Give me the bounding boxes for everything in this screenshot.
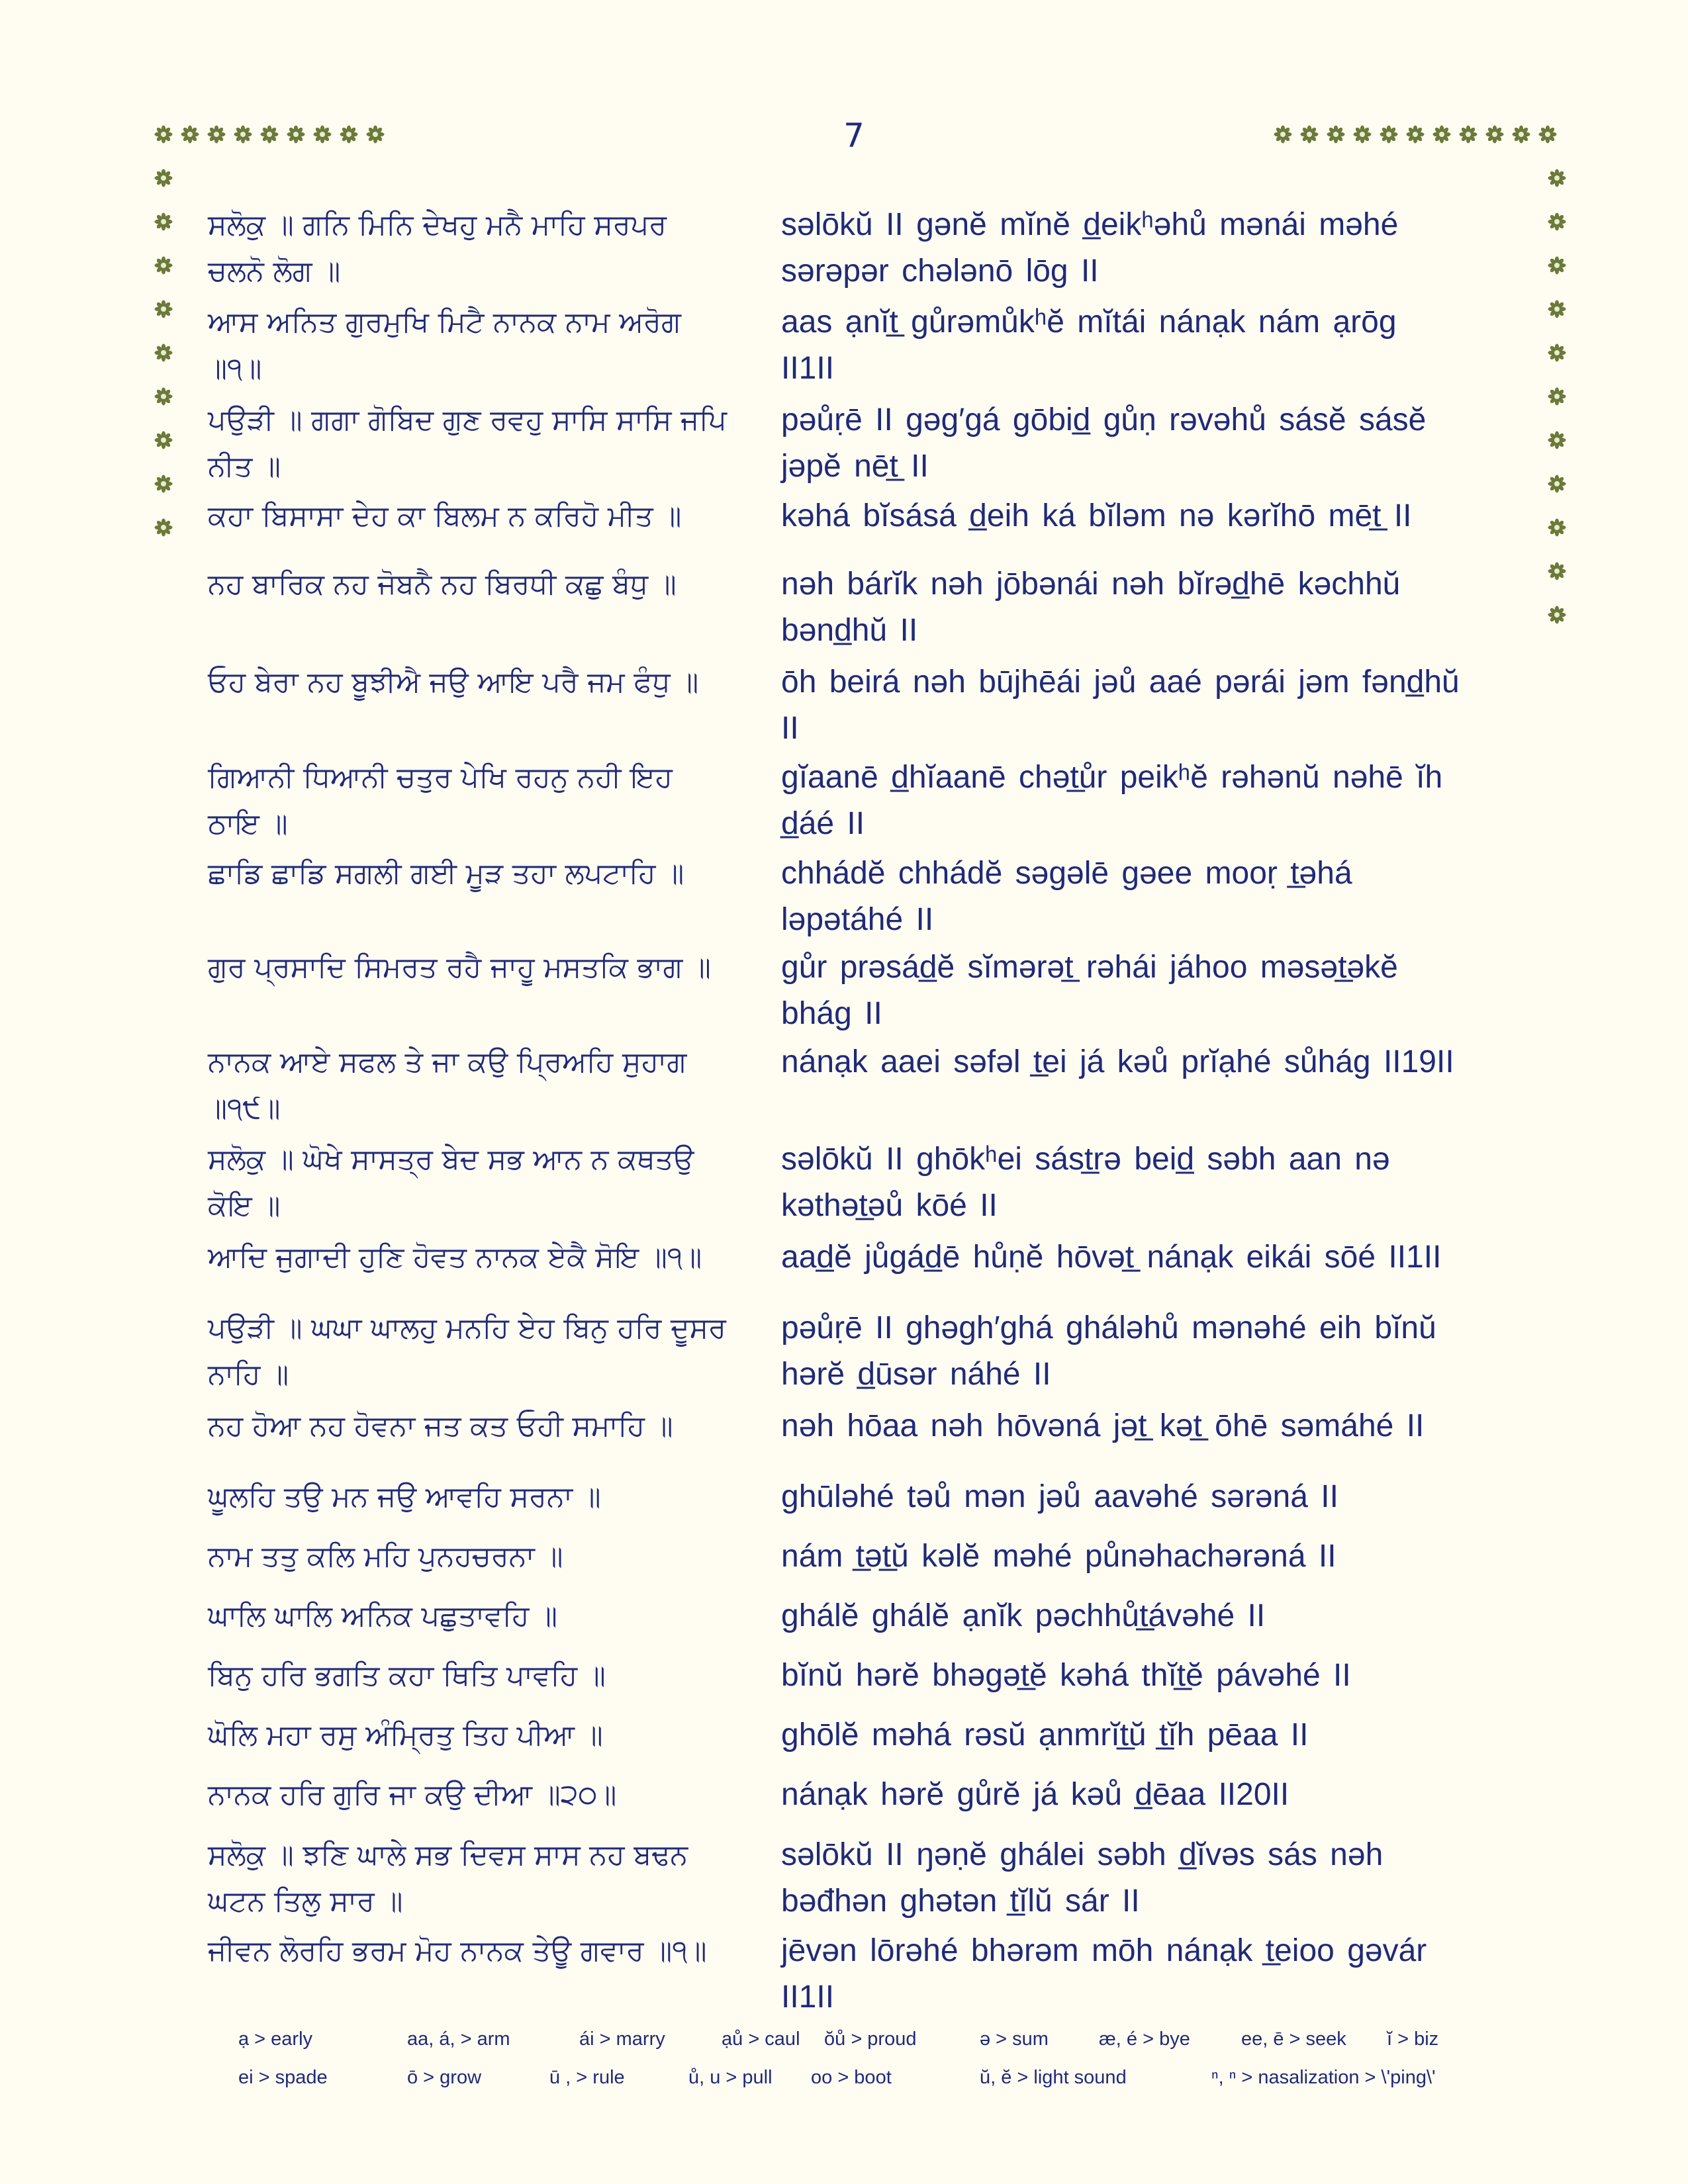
flower-ornament-icon — [181, 125, 199, 144]
legend-item: ⁿ, ⁿ > nasalization > \'ping\' — [1211, 2067, 1436, 2088]
transliteration-line: nánạk hərĕ gůrĕ já kəů d̲ēaa II20II — [781, 1777, 1289, 1812]
transliteration-text — [781, 1136, 1529, 1229]
gurmukhi-line: ਪਉੜੀ ॥ ਗਗਾ ਗੋਬਿਦ ਗੁਣ ਰਵਹੁ ਸਾਸਿ ਸਾਸਿ ਜਪਿ — [208, 404, 727, 437]
transliteration-line: bəđhən ghətən t̲ĭlŭ sár II — [781, 1884, 1140, 1919]
transliteration-line: gůr prəsád̲ĕ sĭmərət̲ rəhái jáhoo məsət̲əkĕ — [781, 950, 1398, 985]
transliteration-line: nám t̲ət̲ŭ kəlĕ məhé půnəhachərəná II — [781, 1539, 1336, 1574]
transliteration-line: pəůṛē II ghəgh′ghá gháləhů mənəhé eih bĭnŭ — [781, 1310, 1436, 1345]
transliteration-text — [781, 493, 1529, 539]
legend-item: ĭ > biz — [1387, 2028, 1439, 2050]
transliteration-text — [781, 1712, 1529, 1758]
gurmukhi-text — [208, 1039, 771, 1132]
transliteration-text — [781, 1403, 1529, 1449]
flower-ornament-icon — [154, 518, 173, 537]
gurmukhi-text — [208, 493, 771, 539]
gurmukhi-text — [208, 1136, 771, 1229]
gurmukhi-text — [208, 1832, 771, 1925]
gurmukhi-text — [208, 1772, 771, 1818]
gurmukhi-text — [208, 1593, 771, 1639]
gurmukhi-line: ਘਟਨ ਤਿਲੁ ਸਾਰ ॥ — [208, 1885, 403, 1918]
legend-item: ū , > rule — [549, 2067, 625, 2088]
flower-ornament-icon — [1548, 518, 1566, 537]
flower-ornament-icon — [313, 125, 332, 144]
gurmukhi-line: ਛਾਡਿ ਛਾਡਿ ਸਗਲੀ ਗਈ ਮੂੜ ਤਹਾ ਲਪਟਾਹਿ ॥ — [208, 857, 684, 890]
gurmukhi-text — [208, 1928, 771, 1974]
transliteration-text — [781, 1772, 1529, 1818]
transliteration-line: nəh bárĭk nəh jōbənái nəh bĭrəd̲hē kəchhŭ — [781, 567, 1401, 602]
legend-item: ee, ē > seek — [1241, 2028, 1346, 2050]
transliteration-line: bənd̲hŭ II — [781, 613, 918, 648]
transliteration-text — [781, 659, 1529, 752]
gurmukhi-text — [208, 754, 771, 847]
flower-ornament-icon — [1512, 125, 1530, 144]
flower-ornament-icon — [366, 125, 385, 144]
transliteration-line: II — [781, 711, 799, 746]
flower-ornament-icon — [287, 125, 305, 144]
transliteration-line: II1II — [781, 351, 835, 386]
transliteration-text — [781, 944, 1529, 1037]
transliteration-text — [781, 850, 1529, 943]
flower-ornament-icon — [154, 387, 173, 406]
flower-ornament-icon — [154, 300, 173, 318]
flower-ornament-icon — [1548, 343, 1566, 362]
gurmukhi-line: ਕਹਾ ਬਿਸਾਸਾ ਦੇਹ ਕਾ ਬਿਲਮ ਨ ਕਰਿਹੋ ਮੀਤ ॥ — [208, 500, 682, 533]
gurmukhi-line: ਸਲੋਕੁ ॥ ਘੋਖੇ ਸਾਸਤ੍ਰ ਬੇਦ ਸਭ ਆਨ ਨ ਕਥਤਉ — [208, 1143, 694, 1176]
gurmukhi-line: ਜੀਵਨ ਲੋਰਹਿ ਭਰਮ ਮੋਹ ਨਾਨਕ ਤੇਊ ਗਵਾਰ ॥੧॥ — [208, 1934, 707, 1968]
gurmukhi-line: ਘਾਲਿ ਘਾਲਿ ਅਨਿਕ ਪਛੁਤਾਵਹਿ ॥ — [208, 1600, 558, 1633]
flower-ornament-icon — [260, 125, 279, 144]
gurmukhi-line: ਚਲਨੋ ਲੋਗ ॥ — [208, 255, 341, 288]
flower-ornament-icon — [1538, 125, 1557, 144]
flower-ornament-icon — [1548, 169, 1566, 187]
transliteration-text — [781, 1593, 1529, 1639]
transliteration-line: bhág II — [781, 996, 882, 1031]
flower-ornament-icon — [1406, 125, 1425, 144]
flower-ornament-icon — [340, 125, 358, 144]
gurmukhi-line: ਆਸ ਅਨਿਤ ਗੁਰਮੁਖਿ ਮਿਟੈ ਨਾਨਕ ਨਾਮ ਅਰੋਗ — [208, 306, 681, 339]
transliteration-line: jəpĕ nēt̲ II — [781, 449, 929, 484]
transliteration-line: kəhá bĭsásá d̲eih ká bĭləm nə kərĭhō mēt̲ II — [781, 498, 1412, 533]
flower-ornament-icon — [207, 125, 226, 144]
gurmukhi-text — [208, 850, 771, 897]
flower-ornament-icon — [154, 212, 173, 231]
legend-item: ō > grow — [407, 2067, 482, 2088]
gurmukhi-text — [208, 397, 771, 490]
legend-item: æ, é > bye — [1099, 2028, 1190, 2050]
flower-ornament-icon — [154, 431, 173, 449]
flower-ornament-icon — [1459, 125, 1477, 144]
gurmukhi-text — [208, 299, 771, 392]
transliteration-text — [781, 1533, 1529, 1580]
gurmukhi-text — [208, 659, 771, 705]
flower-ornament-icon — [1380, 125, 1398, 144]
gurmukhi-text — [208, 561, 771, 608]
gurmukhi-line: ਗੁਰ ਪ੍ਰਸਾਦਿ ਸਿਮਰਤ ਰਹੈ ਜਾਹੂ ਮਸਤਕਿ ਭਾਗ ॥ — [208, 951, 711, 984]
legend-item: ŏů > proud — [824, 2028, 917, 2050]
gurmukhi-line: ਨੀਤ ॥ — [208, 450, 281, 483]
flower-ornament-icon — [1548, 562, 1566, 580]
gurmukhi-line: ਗਿਆਨੀ ਧਿਆਨੀ ਚਤੁਰ ਪੇਖਿ ਰਹਨੁ ਨਹੀ ਇਹ — [208, 761, 673, 794]
gurmukhi-line: ਨਾਹਿ ॥ — [208, 1358, 289, 1391]
flower-ornament-icon — [1274, 125, 1292, 144]
transliteration-line: səlōkŭ II gənĕ mĭnĕ d̲eikʰəhů mənái məhé — [781, 207, 1399, 242]
transliteration-line: hərĕ d̲ūsər náhé II — [781, 1357, 1051, 1392]
gurmukhi-line: ਸਲੋਕੁ ॥ ਝਣਿ ਘਾਲੇ ਸਭ ਦਿਵਸ ਸਾਸ ਨਹ ਬਢਨ — [208, 1839, 688, 1872]
transliteration-line: aas ạnĭt̲ gůrəmůkʰĕ mĭtái nánạk nám ạrōg — [781, 304, 1397, 340]
transliteration-text — [781, 1039, 1529, 1085]
legend-item: ə > sum — [980, 2028, 1049, 2050]
transliteration-text — [781, 202, 1529, 295]
transliteration-line: bĭnŭ hərĕ bhəgət̲ĕ kəhá thĭt̲ĕ pávəhé II — [781, 1658, 1351, 1693]
transliteration-line: aad̲ĕ jůgád̲ē hůṇĕ hōvət̲ nánạk eikái sōé II1II — [781, 1240, 1442, 1275]
legend-item: ạů > caul — [722, 2028, 800, 2050]
gurmukhi-text — [208, 1305, 771, 1398]
gurmukhi-line: ਓਹ ਬੇਰਾ ਨਹ ਬੂਝੀਐ ਜਉ ਆਇ ਪਰੈ ਜਮ ਫੰਧੁ ॥ — [208, 666, 699, 699]
gurmukhi-text — [208, 1653, 771, 1699]
legend-item: aa, á, > arm — [407, 2028, 510, 2050]
gurmukhi-line: ਠਾਇ ॥ — [208, 807, 288, 841]
flower-ornament-icon — [1548, 606, 1566, 624]
gurmukhi-line: ਆਦਿ ਜੁਗਾਦੀ ਹੁਣਿ ਹੋਵਤ ਨਾਨਕ ਏਕੈ ਸੋਇ ॥੧॥ — [208, 1241, 702, 1274]
gurmukhi-line: ਸਲੋਕੁ ॥ ਗਨਿ ਮਿਨਿ ਦੇਖਹੁ ਮਨੈ ਮਾਹਿ ਸਰਪਰ — [208, 208, 667, 242]
gurmukhi-text — [208, 1234, 771, 1281]
flower-ornament-icon — [154, 256, 173, 275]
legend-item: ů, u > pull — [688, 2067, 773, 2088]
gurmukhi-text — [208, 944, 771, 991]
gurmukhi-line: ਨਹ ਹੋਆ ਨਹ ਹੋਵਨਾ ਜਤ ਕਤ ਓਹੀ ਸਮਾਹਿ ॥ — [208, 1410, 673, 1443]
gurmukhi-line: ਨਹ ਬਾਰਿਕ ਨਹ ਜੋਬਨੈ ਨਹ ਬਿਰਧੀ ਕਛੁ ਬੰਧੁ ॥ — [208, 568, 677, 601]
flower-ornament-icon — [1353, 125, 1372, 144]
transliteration-line: ləpətáhé II — [781, 902, 934, 937]
gurmukhi-line: ਪਉੜੀ ॥ ਘਘਾ ਘਾਲਹੁ ਮਨਹਿ ਏਹ ਬਿਨੁ ਹਰਿ ਦੂਸਰ — [208, 1312, 726, 1345]
transliteration-text — [781, 1474, 1529, 1520]
transliteration-text — [781, 1305, 1529, 1398]
transliteration-text — [781, 561, 1529, 654]
transliteration-line: chhádĕ chhádĕ səgəlē gəee mooṛ t̲əhá — [781, 856, 1352, 891]
gurmukhi-line: ॥੧੯॥ — [208, 1092, 281, 1125]
gurmukhi-line: ਕੋਇ ॥ — [208, 1189, 281, 1222]
transliteration-line: II1II — [781, 1979, 835, 2015]
transliteration-line: nəh hōaa nəh hōvəná jət̲ kət̲ ōhē səmáhé II — [781, 1408, 1425, 1443]
gurmukhi-line: ਨਾਮ ਤਤੁ ਕਲਿ ਮਹਿ ਪੁਨਹਚਰਨਾ ॥ — [208, 1540, 563, 1573]
transliteration-line: d̲áé II — [781, 806, 865, 841]
flower-ornament-icon — [1548, 300, 1566, 318]
legend-row — [238, 2028, 1496, 2055]
flower-ornament-icon — [1548, 475, 1566, 493]
transliteration-line: jēvən lōrəhé bhərəm mōh nánạk t̲eioo gəvár — [781, 1933, 1427, 1968]
legend-item: ạ > early — [238, 2028, 313, 2050]
transliteration-text — [781, 397, 1529, 490]
gurmukhi-line: ॥੧॥ — [208, 352, 262, 385]
transliteration-text — [781, 1928, 1529, 2021]
legend-item: oo > boot — [811, 2067, 892, 2088]
gurmukhi-text — [208, 1403, 771, 1449]
flower-ornament-icon — [154, 475, 173, 493]
gurmukhi-text — [208, 202, 771, 295]
flower-ornament-icon — [1548, 256, 1566, 275]
transliteration-text — [781, 1832, 1529, 1925]
transliteration-line: pəůṛē II gəg′gá gōbid̲ gůṇ rəvəhů sásĕ sásĕ — [781, 402, 1427, 437]
flower-ornament-icon — [154, 125, 173, 144]
transliteration-text — [781, 299, 1529, 392]
transliteration-text — [781, 1234, 1529, 1281]
gurmukhi-line: ਘੂਲਹਿ ਤਉ ਮਨ ਜਉ ਆਵਹਿ ਸਰਨਾ ॥ — [208, 1480, 601, 1514]
flower-ornament-icon — [234, 125, 252, 144]
gurmukhi-line: ਨਾਨਕ ਹਰਿ ਗੁਰਿ ਜਾ ਕਉ ਦੀਆ ॥੨੦॥ — [208, 1778, 617, 1811]
gurmukhi-text — [208, 1533, 771, 1580]
gurmukhi-text — [208, 1474, 771, 1520]
flower-ornament-icon — [1548, 212, 1566, 231]
flower-ornament-icon — [154, 343, 173, 362]
transliteration-line: gĭaanē d̲hĭaanē chət̲ůr peikʰĕ rəhənŭ nəhē ĭh — [781, 760, 1443, 795]
flower-ornament-icon — [154, 169, 173, 187]
flower-ornament-icon — [1485, 125, 1504, 144]
transliteration-line: səlōkŭ II ŋəṇĕ ghálei səbh d̲ĭvəs sás nəh — [781, 1837, 1383, 1872]
legend-row — [238, 2067, 1496, 2093]
flower-ornament-icon — [1548, 387, 1566, 406]
transliteration-text — [781, 754, 1529, 847]
legend-item: ŭ, ĕ > light sound — [980, 2067, 1127, 2088]
legend-item: ei > spade — [238, 2067, 328, 2088]
page-number: 7 — [843, 116, 865, 155]
transliteration-line: ghálĕ ghálĕ ạnĭk pəchhůt̲ávəhé II — [781, 1598, 1266, 1633]
transliteration-text — [781, 1653, 1529, 1699]
flower-ornament-icon — [1327, 125, 1345, 144]
gurmukhi-line: ਬਿਨੁ ਹਰਿ ਭਗਤਿ ਕਹਾ ਥਿਤਿ ਪਾਵਹਿ ॥ — [208, 1659, 606, 1692]
gurmukhi-line: ਘੋਲਿ ਮਹਾ ਰਸੁ ਅੰਮ੍ਰਿਤੁ ਤਿਹ ਪੀਆ ॥ — [208, 1719, 603, 1752]
transliteration-line: ghūləhé təů mən jəů aavəhé sərəná II — [781, 1479, 1338, 1514]
legend-item: ái > marry — [579, 2028, 665, 2050]
flower-ornament-icon — [1300, 125, 1319, 144]
transliteration-line: ōh beirá nəh būjhēái jəů aaé pərái jəm fənd̲hŭ — [781, 664, 1460, 700]
flower-ornament-icon — [1548, 431, 1566, 449]
gurmukhi-line: ਨਾਨਕ ਆਏ ਸਫਲ ਤੇ ਜਾ ਕਉ ਪ੍ਰਿਅਹਿ ਸੁਹਾਗ — [208, 1046, 687, 1079]
transliteration-line: ghōlĕ məhá rəsŭ ạnmrĭt̲ŭ t̲ĭh pēaa II — [781, 1717, 1309, 1752]
transliteration-line: nánạk aaei səfəl t̲ei já kəů prĭạhé sůhág II19II — [781, 1044, 1454, 1079]
transliteration-line: kəthət̲əů kōé II — [781, 1188, 998, 1223]
transliteration-line: səlōkŭ II ghōkʰei sást̲rə beid̲ səbh aan nə — [781, 1142, 1390, 1177]
transliteration-line: sərəpər chələnō lōg II — [781, 253, 1099, 289]
flower-ornament-icon — [1432, 125, 1451, 144]
gurmukhi-text — [208, 1712, 771, 1758]
